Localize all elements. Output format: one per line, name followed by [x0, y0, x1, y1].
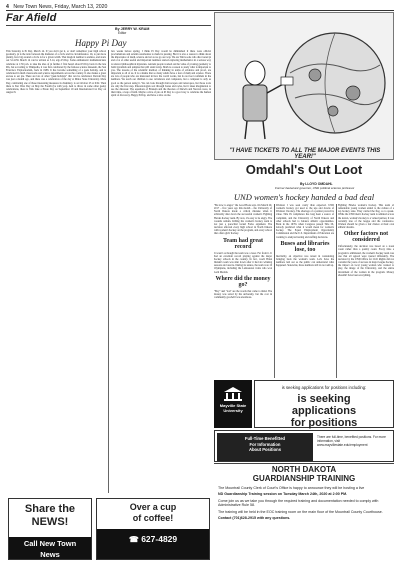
- coffee-ad-top: [97, 499, 209, 529]
- applications-ad: [254, 380, 394, 428]
- body-text: Division I was seen costly than expected. UND women's hockey got used to the ups and downs of Division I hockey. The shortage of a partner proved its value. Title IX compliance has long been a source of complaint, and the University of North Dakota and other schools had to balance athletic opportunities. Back in the 1970s when Congress passed Title IX, nobody predicted what it would mean for women's hockey. The Equal Employment Opportunity Commission and the U.S. Department of Education are working to analyze hosting and staffing decisions.: [276, 204, 334, 239]
- omdahl-column-2: [276, 204, 334, 379]
- university-name: Mayville State University: [219, 403, 247, 413]
- far-afield-column-2: few weeks before spring, I think Pi Day would be diminished if there were official proclamations and solemn ceremonies to mark its passing. But it is also a reason to think about the importance of math, science and art as we go our way. We are Tim Goode who discovered pi and a lot of other useful and important numbers started exploring mathematics in a serious way to unravel philosophical mysteries. Ancient people worked out the value of pi using geometry to build pyramids and temples that still stand today. Math is a reason to study what is important to you. The lessons of the scientific method, of thinking in terms of evidence and proof, are important to all of us. It is a shame that so many adults have a fear of math and science. There are lots of people who are interested in how the world works, but do not feel confident in the numbers. We teach our children to use calculators and computers, but a computer is only as good as the person using it. We can look through microscopes and telescopes, but those tools are only the first step. Paleontologists sort through bones and rocks, but it takes imagination to see the dinosaur. The equations of Einstein and the theories of Darwin and Newton were, in their time, a leap of faith. Maybe a slice of pie on Pi Day is a good way to celebrate the human spirit of discovery. Happy Pi Day, and have a slice on me.: [111, 50, 211, 98]
- notice-paragraph: The training will be held in the EOC training room on the main floor of the Mountrail County Courthouse.: [218, 509, 383, 514]
- notice-body: [218, 486, 390, 522]
- body-text: Fighting Hawks women's hockey. This team of remarkable young women added to the culture of a top hockey state. They carried the flag, so to speak. While the UND men's hockey team is admired across the nation, women's hockey is a valued partner. It was certainly true of the league and the conference. Women should be given a fair chance at their own athletic dreams.: [338, 204, 394, 230]
- notice-paragraph: Come join us as we take you through the required training and documentation needed to comply with Administrative Rule 58.: [218, 498, 379, 508]
- coffee-ad-bottom: [97, 529, 209, 559]
- share-ad-top: [9, 499, 91, 537]
- author-credit: Former lieutenant governor, UND political science professor: [275, 186, 355, 190]
- notice-contact: Contact (701)628-2915 with any questions.: [218, 516, 291, 521]
- divider: [214, 463, 394, 464]
- divider: [6, 25, 211, 26]
- cartoon-illustration: [215, 13, 393, 159]
- share-line-4: News: [40, 550, 60, 559]
- share-news-ad: [8, 498, 92, 560]
- coffee-phone: 627-4829: [141, 534, 178, 544]
- body-text: "Be slow to anger," the Good Book says. On March 29, 2017 – five years ago this month – the University of North Dakota made a critical mistake when it arbitrarily shut down the successful women's Fighting Hawks hockey team. By now, it's easy to be angry. The wounds remain. Killing the women's hockey team is not just a parochial Grand Forks argument. The decision affected every high school in North Dakota with women's hockey on the program, and every school that offers girls' hockey.: [214, 204, 272, 236]
- omdahl-column-3: [338, 204, 394, 379]
- share-line-3: Call New Town: [23, 539, 77, 548]
- ad-headline-applications: is seeking applications for positions: [290, 393, 358, 429]
- subhead: Where did the money go?: [215, 275, 271, 288]
- share-ad-bottom: [9, 537, 91, 559]
- author-role: Editor: [118, 31, 127, 35]
- benefits-text: There are full-time, benefited positions. For more information, visit www.mayvillestate.edu/employment: [317, 435, 386, 447]
- coffee-line-1: Over a cup: [129, 502, 177, 512]
- ad-intro: is seeking applications for positions including:: [281, 385, 367, 390]
- subhead: Team had great record: [222, 237, 263, 250]
- column-divider: [108, 50, 109, 493]
- far-afield-column-1: This Saturday is Pi Day, March 14. If you don't get it, or don't remember your high school geometry, pi is the ratio between the diameter of a circle and its circumference. Or, to put more plainly, how big around a circle is for a given width. That magical number is endless, and starts out 3.14159. March 14 can be written as 3.14, ergo Pi Day. Some enthusiastic mathematicians celebrate at 1:59 p.m. to take the idea of pi further. I first heard about Pi Day back in the late 90s, but according to Wikipedia, it was first celebrated by the famous science museum, the San Francisco Exploratorium, back in 1988. It has become something of a geek holiday, and is celebrated in math classrooms and science departments across the country. It also makes a great excuse to eat pie. There are lots of other "geek holidays" that can be celebrated. Darwin Day was just a month ago, and there was a celebration of the day at Minot State University. Mole Day, celebrating one of those interesting measures in chemistry, is on October 23 at 6:02. Then there is Star Wars Day on May the Fourth (be with you). And to throw in some other geeky celebrations, there is Talk Like a Pirate Day on September 19 and International Cat Day on August 8.: [6, 50, 106, 95]
- column-divider: [274, 204, 275, 378]
- subhead: Other factors not considered: [343, 231, 389, 244]
- university-logo-icon: [223, 386, 243, 402]
- column-title-far-afield: Far Afield: [6, 12, 57, 24]
- header-rule: [6, 10, 394, 11]
- employment-ad: [214, 430, 394, 462]
- share-line-1: Share the: [24, 503, 76, 515]
- coffee-ad: [96, 498, 210, 560]
- body-text: Unfortunately, the decision was based on a noun count rather than a quality count. Every time a program is eliminated, the women's hockey team was one that all agreed were treated differently. The decision by the UND Office for Civil Rights did not consider the years of success in major league hockey, the impact on local young women who wanted to play, the image of the University, and the entire investment of the women in the program. Money shouldn't have been everything.: [338, 245, 394, 277]
- article-title: Happy Pi Day: [75, 38, 127, 48]
- article-headline: UND women's hockey handed a bad deal: [233, 192, 375, 202]
- editorial-cartoon: [214, 12, 394, 160]
- byline: By LLOYD OMDAHL: [300, 182, 333, 186]
- share-line-2: NEWS!: [31, 516, 69, 528]
- masthead-text: New Town News, Friday, March 13, 2020: [13, 4, 108, 10]
- coffee-line-2: of coffee!: [132, 513, 174, 523]
- body-text: "Boy" and "lost" are the words that come to mind. The money was saved by the university, but the cost in community goodwill was enormous.: [214, 289, 272, 299]
- notice-title: NORTH DAKOTA GUARDIANSHIP TRAINING: [252, 465, 356, 483]
- body-text: Inevitably, an objective was raised in considering bringing back the women's team. Let's have the numbers laid out so the public can understand what happened. Statewide, those numbers still do not add up.: [276, 254, 334, 268]
- page-number: 4: [6, 4, 9, 10]
- subhead: Buses and libraries lose, too: [280, 240, 330, 253]
- phone-icon: ☎: [128, 535, 139, 544]
- column-divider: [336, 204, 337, 378]
- cartoon-caption: "I HAVE TICKETS TO ALL THE MAJOR EVENTS THIS YEAR!": [229, 148, 381, 160]
- notice-paragraph-bold: ND Guardianship Training session on Tuesday March 24th, 2020 at 2:00 PM.: [218, 492, 348, 497]
- positions-banner: Full-Time Benefitted For Information About Positions: [217, 433, 313, 461]
- omdahl-column-1: [214, 204, 272, 379]
- page-header: [6, 4, 394, 10]
- mayville-logo: [214, 380, 252, 428]
- byline: By JERRY W. KRAM: [115, 27, 150, 31]
- body-text: It wasn't as though the team was a loser. Far from it. It had an excellent record playing against the major hockey schools in the country. In fact, coach Brian Idalski's team was shut down after it had six winning seasons and one tie. During its tenure, the team won 10 Olympians, including the Lamoureux twins who won Gold Medals.: [214, 251, 272, 274]
- notice-paragraph: The Mountrail County Clerk of Court's Office is happy to announce they will be hosting a live: [218, 486, 365, 490]
- column-title-omdahl: Omdahl's Out Loot: [245, 162, 363, 177]
